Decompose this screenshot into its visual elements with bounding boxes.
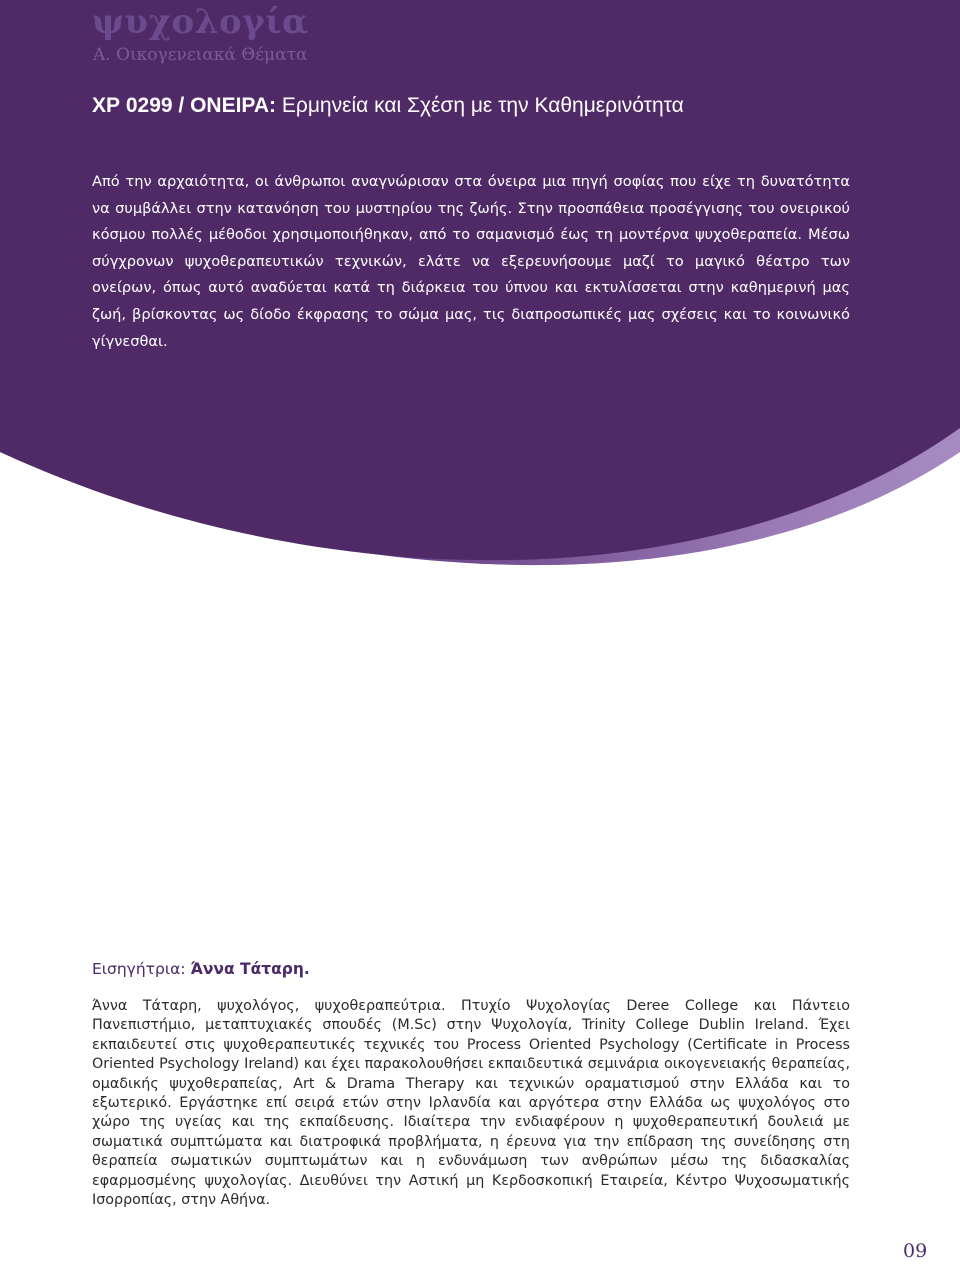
- course-name: Ερμηνεία και Σχέση με την Καθημερινότητα: [281, 94, 684, 117]
- speaker-label: Εισηγήτρια:: [92, 960, 186, 978]
- course-title: [92, 94, 684, 118]
- course-code: ΧΡ 0299 / ΟΝΕΙΡΑ:: [92, 94, 277, 117]
- speaker-name: Άννα Τάταρη.: [190, 960, 310, 978]
- course-description: Από την αρχαιότητα, οι άνθρωποι αναγνώρισαν στα όνειρα μια πηγή σοφίας που είχε τη δυνατότητα να συμβάλλει στην κατανόηση του μυστηρίου της ζωής. Στην προσπάθεια προσέγγισης του ονειρικού κόσμου πολλές μέθοδοι χρησιμοποιήθηκαν, από το σαμανισμό έως τη μοντέρνα ψυχοθεραπεία. Μέσω σύγχρονων ψυχοθεραπευτικών τεχνικών, ελάτε να εξερευνήσουμε μαζί το μαγικό θέατρο των ονείρων, όπως αυτό αναδύεται κατά τη διάρκεια του ύπνου και εκτυλίσσεται στην καθημερινή μας ζωή, βρίσκοντας ως δίοδο έκφρασης το σώμα μας, τις διαπροσωπικές μας σχέσεις και το κοινωνικό γίγνεσθαι.: [92, 173, 850, 350]
- section-title: ψυχολογία: [92, 2, 309, 42]
- page-number: 09: [903, 1240, 928, 1262]
- section-subtitle: Α. Οικογενειακά Θέματα: [93, 45, 308, 65]
- speaker-line: [92, 960, 310, 978]
- speaker-bio: Άννα Τάταρη, ψυχολόγος, ψυχοθεραπεύτρια. Πτυχίο Ψυχολογίας Deree College και Πάντειο Πανεπιστήμιο, μεταπτυχιακές σπουδές (M.Sc) στην Ψυχολογία, Trinity College Dublin Ireland. Έχει εκπαιδευτεί στις ψυχοθεραπευτικές τεχνικές του Process Oriented Psychology (Certificate in Process Oriented Psychology Ireland) και έχει παρακολουθήσει εκπαιδευτικά σεμινάρια οικογενειακής θεραπείας, ομαδικής ψυχοθεραπείας, Art & Drama Therapy και τεχνικών οραματισμού στην Ελλάδα και το εξωτερικό. Εργάστηκε επί σειρά ετών στην Ιρλανδία και αργότερα στην Ελλάδα ως ψυχολόγος στο χώρο της υγείας και της εκπαίδευσης. Ιδιαίτερα την ενδιαφέρουν η ψυχοθεραπευτική δουλειά με σωματικά συμπτώματα και διατροφικά προβλήματα, η έρευνα για την επίδραση της συνείδησης στη θεραπεία σωματικών συμπτωμάτων και η ενδυνάμωση των ανθρώπων μέσω της διδασκαλίας εφαρμοσμένης ψυχολογίας. Διευθύνει την Αστική μη Κερδοσκοπική Εταιρεία, Κέντρο Ψυχοσωματικής Ισορροπίας, στην Αθήνα.: [92, 998, 850, 1209]
